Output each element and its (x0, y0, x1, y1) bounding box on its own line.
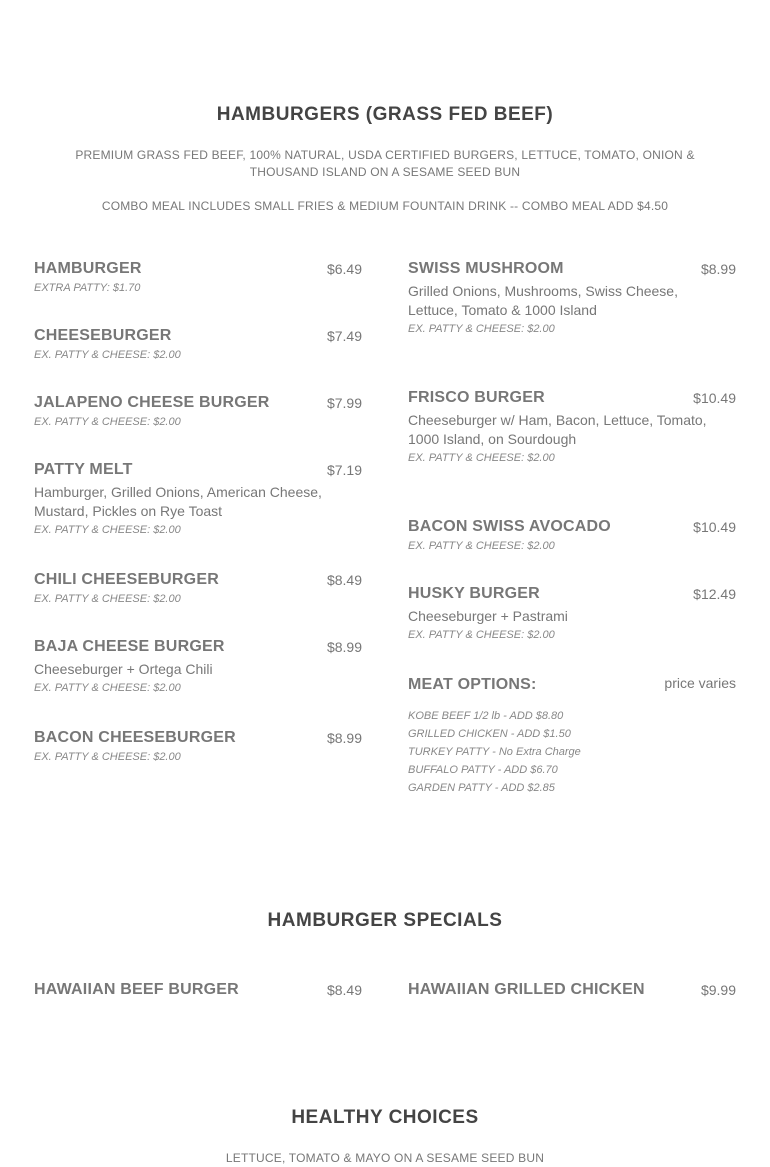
menu-item-patty-melt (34, 460, 362, 538)
item-price: $9.99 (700, 982, 736, 998)
item-name: HAWAIIAN GRILLED CHICKEN (408, 981, 645, 998)
item-description: Grilled Onions, Mushrooms, Swiss Cheese, Lettuce, Tomato & 1000 Island (408, 283, 678, 318)
menu-item-jalapeno-cheese-burger (34, 393, 362, 430)
meat-options (408, 675, 736, 797)
item-name: FRISCO BURGER (408, 389, 545, 406)
item-extra: EX. PATTY & CHEESE: $2.00 (34, 751, 181, 763)
section-title-hamburgers: HAMBURGERS (GRASS FED BEEF) (216, 104, 554, 125)
section-title-healthy-choices: HEALTHY CHOICES (291, 1107, 479, 1128)
item-price: $8.99 (700, 261, 736, 277)
item-extra: EX. PATTY & CHEESE: $2.00 (34, 524, 181, 536)
meat-option: BUFFALO PATTY - ADD $6.70 (408, 764, 558, 776)
menu-item-chili-cheeseburger (34, 570, 362, 607)
item-name: BACON CHEESEBURGER (34, 729, 236, 746)
menu-item-bacon-cheeseburger (34, 728, 362, 765)
item-price: $7.19 (326, 462, 362, 478)
item-extra: EX. PATTY & CHEESE: $2.00 (34, 593, 181, 605)
meat-options-list (408, 707, 736, 797)
item-price: $10.49 (693, 390, 736, 406)
menu-item-hamburger (34, 259, 362, 296)
item-price: $8.99 (326, 639, 362, 655)
item-name: CHEESEBURGER (34, 327, 172, 344)
menu-item-bacon-swiss-avocado (408, 517, 736, 554)
item-extra: EX. PATTY & CHEESE: $2.00 (408, 540, 555, 552)
healthy-description: LETTUCE, TOMATO & MAYO ON A SESAME SEED BUN (225, 1151, 545, 1165)
meat-option: GARDEN PATTY - ADD $2.85 (408, 782, 555, 794)
menu-item-hawaiian-beef-burger (34, 980, 362, 1000)
item-description: Cheeseburger + Pastrami (408, 608, 568, 624)
combo-meal-note: COMBO MEAL INCLUDES SMALL FRIES & MEDIUM FOUNTAIN DRINK -- COMBO MEAL ADD $4.50 (101, 199, 669, 213)
item-extra: EX. PATTY & CHEESE: $2.00 (34, 349, 181, 361)
item-extra: EX. PATTY & CHEESE: $2.00 (408, 452, 555, 464)
section-description: PREMIUM GRASS FED BEEF, 100% NATURAL, USDA CERTIFIED BURGERS, LETTUCE, TOMATO, ONION & THOUSAND ISLAND ON A SESAME SEED BUN (75, 148, 695, 179)
menu-item-cheeseburger (34, 326, 362, 363)
meat-option: GRILLED CHICKEN - ADD $1.50 (408, 728, 571, 740)
item-price: $6.49 (326, 261, 362, 277)
section-title-specials: HAMBURGER SPECIALS (267, 910, 503, 931)
item-price: $7.49 (326, 328, 362, 344)
item-name: PATTY MELT (34, 461, 133, 478)
meat-options-label: MEAT OPTIONS: (408, 676, 537, 693)
item-name: HUSKY BURGER (408, 585, 540, 602)
item-name: CHILI CHEESEBURGER (34, 571, 219, 588)
item-extra: EX. PATTY & CHEESE: $2.00 (34, 682, 181, 694)
item-description: Hamburger, Grilled Onions, American Cheese, Mustard, Pickles on Rye Toast (34, 484, 322, 519)
item-price: $12.49 (693, 586, 736, 602)
item-extra: EX. PATTY & CHEESE: $2.00 (34, 416, 181, 428)
menu-item-baja-cheese-burger (34, 637, 362, 696)
item-price: $8.49 (326, 572, 362, 588)
menu-item-husky-burger (408, 584, 736, 643)
item-name: HAMBURGER (34, 260, 142, 277)
item-name: JALAPENO CHEESE BURGER (34, 394, 270, 411)
meat-options-price: price varies (664, 675, 736, 691)
item-extra: EX. PATTY & CHEESE: $2.00 (408, 629, 555, 641)
item-name: SWISS MUSHROOM (408, 260, 564, 277)
item-description: Cheeseburger w/ Ham, Bacon, Lettuce, Tomato, 1000 Island, on Sourdough (408, 412, 707, 447)
item-extra: EXTRA PATTY: $1.70 (34, 282, 141, 294)
menu-item-frisco-burger (408, 388, 736, 466)
meat-option: KOBE BEEF 1/2 lb - ADD $8.80 (408, 710, 564, 722)
item-description: Cheeseburger + Ortega Chili (34, 661, 213, 677)
item-extra: EX. PATTY & CHEESE: $2.00 (408, 323, 555, 335)
item-price: $8.99 (326, 730, 362, 746)
item-price: $10.49 (693, 519, 736, 535)
meat-option: TURKEY PATTY - No Extra Charge (408, 746, 581, 758)
item-price: $7.99 (326, 395, 362, 411)
item-name: BAJA CHEESE BURGER (34, 638, 225, 655)
menu-item-swiss-mushroom (408, 259, 736, 337)
item-price: $8.49 (326, 982, 362, 998)
item-name: HAWAIIAN BEEF BURGER (34, 981, 239, 998)
item-name: BACON SWISS AVOCADO (408, 518, 611, 535)
menu-item-hawaiian-grilled-chicken (408, 980, 736, 1000)
